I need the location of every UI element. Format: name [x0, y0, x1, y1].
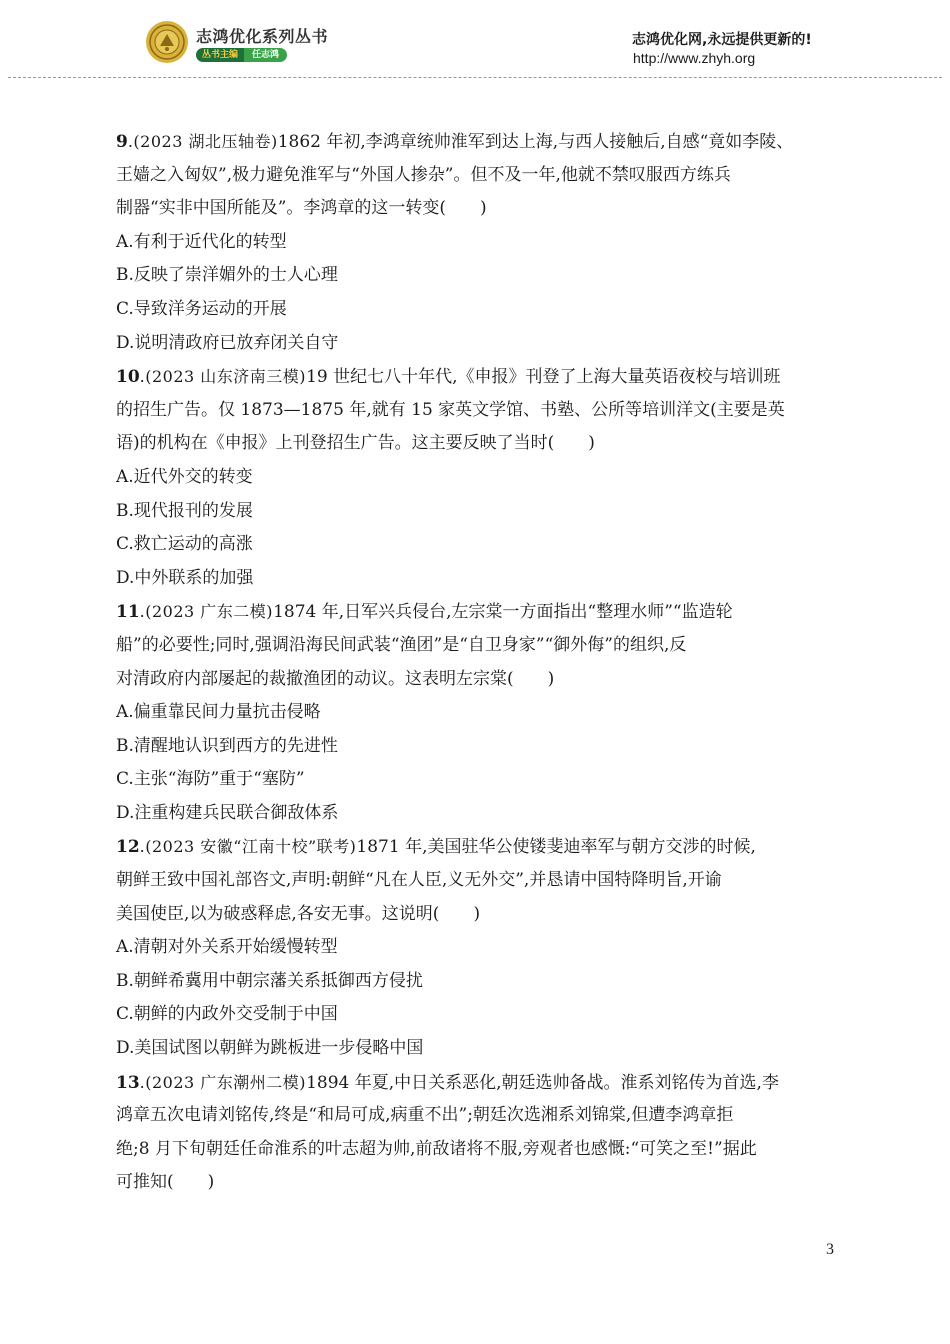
question-stem-line: 对清政府内部屡起的裁撤渔团的动议。这表明左宗棠( ): [116, 668, 555, 689]
question-number: 11: [116, 602, 140, 623]
editor-label: 丛书主编: [196, 48, 244, 62]
question-text: 1871 年,美国驻华公使镂斐迪率军与朝方交涉的时候,: [356, 837, 756, 858]
option-b[interactable]: B.朝鲜希冀用中朝宗藩关系抵御西方侵扰: [116, 970, 423, 991]
question-text: 1894 年夏,中日关系恶化,朝廷选帅备战。淮系刘铭传为首选,李: [306, 1072, 779, 1093]
option-d[interactable]: D.说明清政府已放弃闭关自守: [116, 332, 339, 353]
question-stem-line: 可推知( ): [116, 1172, 215, 1193]
header-url[interactable]: http://www.zhyh.org: [633, 50, 756, 66]
question-number: 10: [116, 367, 140, 388]
option-b[interactable]: B.清醒地认识到西方的先进性: [116, 735, 338, 756]
editor-badge: [196, 48, 287, 62]
page-number: 3: [826, 1241, 834, 1258]
question-number: 13: [116, 1072, 140, 1093]
option-d[interactable]: D.中外联系的加强: [116, 567, 254, 588]
page-header: [0, 0, 950, 80]
question-source: .(2023 山东济南三模): [139, 367, 307, 387]
question-source: .(2023 广东二模): [139, 602, 274, 622]
question-number: 9: [116, 132, 128, 152]
option-a[interactable]: A.有利于近代化的转型: [116, 231, 287, 252]
question-11: [116, 595, 836, 830]
question-stem-line: 语)的机构在《申报》上刊登招生广告。这主要反映了当时( ): [116, 433, 595, 454]
question-13: [116, 1066, 836, 1200]
question-12: [116, 830, 836, 1065]
option-a[interactable]: A.近代外交的转变: [116, 466, 253, 487]
question-stem-line: 船”的必要性;同时,强调沿海民间武装“渔团”是“自卫身家”“御外侮”的组织,反: [116, 634, 687, 655]
question-stem-line: 鸿章五次电请刘铭传,终是“和局可成,病重不出”;朝廷次选湘系刘锦棠,但遭李鸿章拒: [116, 1105, 734, 1126]
question-source: .(2023 安徽“江南十校”联考): [139, 837, 357, 857]
question-stem-line: [116, 1066, 836, 1100]
question-stem-line: [116, 125, 836, 159]
option-d[interactable]: D.注重构建兵民联合御敌体系: [116, 802, 339, 823]
question-stem-line: [116, 360, 836, 394]
question-stem-line: 绝;8 月下旬朝廷任命淮系的叶志超为帅,前敌诸将不服,旁观者也感慨:“可笑之至!”据此: [116, 1138, 757, 1159]
question-stem-line: 制器“实非中国所能及”。李鸿章的这一转变( ): [116, 198, 487, 219]
question-stem-line: 的招生广告。仅 1873—1875 年,就有 15 家英文学馆、书塾、公所等培训洋文(主要是英: [116, 399, 785, 420]
question-number: 12: [116, 837, 140, 858]
question-stem-line: [116, 830, 836, 864]
option-b[interactable]: B.现代报刊的发展: [116, 500, 253, 521]
question-text: 1874 年,日军兴兵侵台,左宗棠一方面指出“整理水师”“监造轮: [273, 602, 733, 623]
option-c[interactable]: C.主张“海防”重于“塞防”: [116, 769, 305, 790]
question-stem-line: 王嫱之入匈奴”,极力避免淮军与“外国人掺杂”。但不及一年,他就不禁叹服西方练兵: [116, 164, 731, 185]
header-divider: [8, 77, 942, 78]
option-a[interactable]: A.清朝对外关系开始缓慢转型: [116, 937, 338, 958]
seal-logo-icon: [145, 20, 189, 64]
question-9: [116, 125, 836, 360]
option-a[interactable]: A.偏重靠民间力量抗击侵略: [116, 702, 321, 723]
question-stem-line: 美国使臣,以为破惑释虑,各安无事。这说明( ): [116, 903, 481, 924]
option-c[interactable]: C.导致洋务运动的开展: [116, 298, 287, 319]
question-text: 1862 年初,李鸿章统帅淮军到达上海,与西人接触后,自感“竟如李陵、: [277, 132, 794, 152]
option-d[interactable]: D.美国试图以朝鲜为跳板进一步侵略中国: [116, 1038, 424, 1059]
option-c[interactable]: C.朝鲜的内政外交受制于中国: [116, 1004, 338, 1025]
header-slogan: 志鸿优化网,永远提供更新的!: [632, 32, 812, 48]
question-source: .(2023 湖北压轴卷): [127, 132, 278, 151]
question-stem-line: [116, 595, 836, 629]
question-source: .(2023 广东潮州二模): [139, 1072, 307, 1092]
series-title: 志鸿优化系列丛书: [196, 27, 329, 46]
question-list: [116, 125, 836, 1200]
question-10: [116, 360, 836, 595]
option-b[interactable]: B.反映了崇洋媚外的士人心理: [116, 265, 338, 286]
option-c[interactable]: C.救亡运动的高涨: [116, 534, 253, 555]
question-stem-line: 朝鲜王致中国礼部咨文,声明:朝鲜“凡在人臣,义无外交”,并恳请中国特降明旨,开谕: [116, 870, 722, 891]
question-text: 19 世纪七八十年代,《申报》刊登了上海大量英语夜校与培训班: [306, 367, 781, 388]
editor-name: 任志鸿: [244, 48, 287, 62]
